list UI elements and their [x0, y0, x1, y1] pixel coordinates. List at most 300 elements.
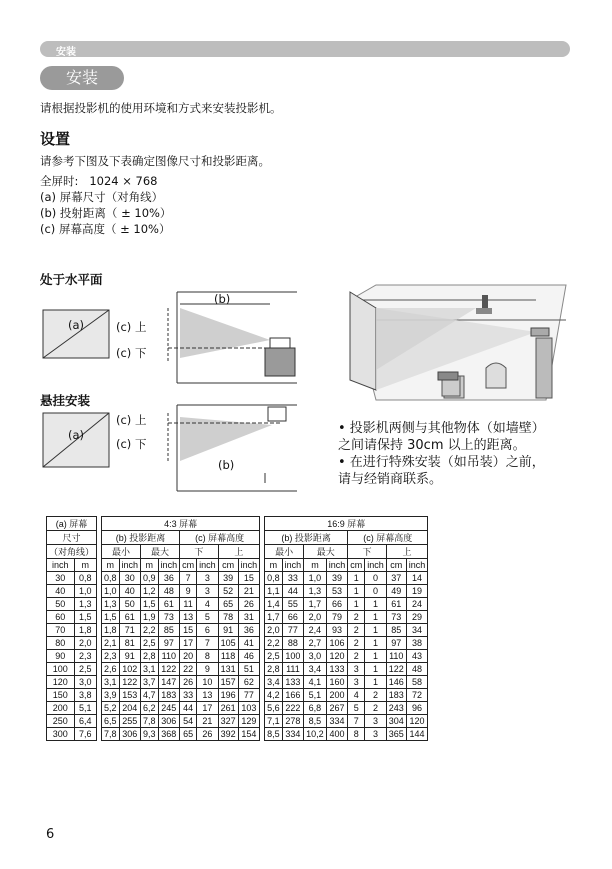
table-cell: 3	[365, 715, 387, 728]
unit-cell: cm	[348, 559, 365, 572]
table-cell: 44	[180, 702, 197, 715]
table-cell: 255	[119, 715, 141, 728]
table-cell: 44	[282, 585, 304, 598]
table-cell: 26	[180, 676, 197, 689]
table-cell: 53	[326, 585, 348, 598]
unit-cell: inch	[326, 559, 348, 572]
table-cell: 19	[406, 585, 428, 598]
setup-heading: 设置	[40, 130, 71, 148]
header-size: 尺寸	[47, 531, 97, 545]
table-cell: 154	[238, 728, 260, 741]
table-cell: 4	[197, 598, 219, 611]
setup-desc: 请参考下图及下表确定图像尺寸和投影距离。	[40, 154, 270, 168]
note-1: • 投影机两侧与其他物体（如墙壁）	[338, 421, 545, 436]
table-cell: 1,0	[304, 572, 327, 585]
note-2: 之间请保持 30cm 以上的距离。	[338, 438, 526, 453]
intro-text: 请根据投影机的使用环境和方式来安装投影机。	[40, 101, 282, 115]
table-cell: 3,9	[102, 689, 120, 702]
table-cell: 105	[218, 637, 238, 650]
header-max: 最大	[304, 545, 348, 559]
table-cell: 65	[218, 598, 238, 611]
table-cell: 7	[180, 572, 197, 585]
table-cell: 2,0	[304, 611, 327, 624]
header-dist: (b) 投影距离	[102, 531, 180, 545]
table-cell: 9	[197, 663, 219, 676]
table-cell: 30	[119, 572, 141, 585]
table-cell: 60	[47, 611, 75, 624]
table-row	[47, 611, 428, 624]
table-cell: 81	[119, 637, 141, 650]
table-cell: 102	[119, 663, 141, 676]
table-cell: 1,2	[141, 585, 159, 598]
table-cell: 1	[365, 650, 387, 663]
table-cell: 129	[238, 715, 260, 728]
table-cell: 120	[326, 650, 348, 663]
table-cell: 40	[119, 585, 141, 598]
level-label-c-down: (c) 下	[116, 346, 147, 360]
table-cell: 91	[218, 624, 238, 637]
table-cell: 183	[386, 689, 406, 702]
unit-cell: cm	[180, 559, 197, 572]
table-cell: 2,2	[141, 624, 159, 637]
table-cell: 120	[406, 715, 428, 728]
header-min: 最小	[265, 545, 304, 559]
table-cell: 46	[238, 650, 260, 663]
table-cell: 2	[348, 624, 365, 637]
table-cell: 106	[326, 637, 348, 650]
table-cell: 54	[180, 715, 197, 728]
table-cell: 91	[119, 650, 141, 663]
unit-cell: inch	[365, 559, 387, 572]
table-cell: 122	[158, 663, 180, 676]
table-cell: 11	[180, 598, 197, 611]
table-cell: 66	[326, 598, 348, 611]
table-cell: 2	[365, 702, 387, 715]
table-cell: 3	[365, 728, 387, 741]
table-row	[47, 663, 428, 676]
table-cell: 267	[326, 702, 348, 715]
level-label-a: (a)	[68, 318, 85, 332]
table-cell: 62	[238, 676, 260, 689]
header-169: 16:9 屏幕	[265, 517, 428, 531]
table-cell: 2,4	[304, 624, 327, 637]
header-up: 上	[386, 545, 428, 559]
table-cell: 1,9	[141, 611, 159, 624]
table-cell: 3,7	[141, 676, 159, 689]
table-cell: 8	[197, 650, 219, 663]
ceiling-label-a: (a)	[68, 428, 85, 442]
table-cell: 14	[406, 572, 428, 585]
level-title: 处于水平面	[40, 272, 103, 287]
unit-cell: inch	[158, 559, 180, 572]
table-cell: 327	[218, 715, 238, 728]
table-cell: 1,5	[102, 611, 120, 624]
ceiling-label-b: (b)	[218, 458, 235, 472]
item-c: (c) 屏幕高度（ ± 10%）	[40, 222, 171, 236]
item-b: (b) 投射距离（ ± 10%）	[40, 206, 172, 220]
ceiling-title: 悬挂安装	[40, 393, 91, 408]
table-cell: 122	[119, 676, 141, 689]
table-cell: 157	[218, 676, 238, 689]
table-cell: 15	[180, 624, 197, 637]
table-cell: 120	[47, 676, 75, 689]
table-cell: 21	[197, 715, 219, 728]
table-cell: 70	[47, 624, 75, 637]
table-cell: 15	[238, 572, 260, 585]
table-cell: 2,5	[74, 663, 96, 676]
unit-cell: m	[304, 559, 327, 572]
table-cell: 31	[238, 611, 260, 624]
table-cell: 52	[218, 585, 238, 598]
table-cell: 7,6	[74, 728, 96, 741]
unit-cell: inch	[47, 559, 75, 572]
table-cell: 2,0	[74, 637, 96, 650]
table-cell: 147	[158, 676, 180, 689]
table-cell: 3	[348, 676, 365, 689]
table-cell: 9,3	[141, 728, 159, 741]
table-cell: 122	[386, 663, 406, 676]
table-cell: 26	[238, 598, 260, 611]
table-cell: 1	[365, 598, 387, 611]
table-cell: 2,3	[102, 650, 120, 663]
table-cell: 93	[326, 624, 348, 637]
table-cell: 4,2	[265, 689, 283, 702]
table-cell: 245	[158, 702, 180, 715]
table-cell: 21	[238, 585, 260, 598]
table-cell: 131	[218, 663, 238, 676]
item-a: (a) 屏幕尺寸（对角线）	[40, 190, 164, 204]
table-cell: 2	[365, 689, 387, 702]
ceiling-label-c-down: (c) 下	[116, 437, 147, 451]
table-cell: 5,6	[265, 702, 283, 715]
table-cell: 110	[386, 650, 406, 663]
table-cell: 0	[365, 585, 387, 598]
table-cell: 153	[119, 689, 141, 702]
table-cell: 3,0	[304, 650, 327, 663]
table-cell: 36	[238, 624, 260, 637]
table-cell: 73	[158, 611, 180, 624]
table-cell: 48	[406, 663, 428, 676]
table-cell: 196	[218, 689, 238, 702]
table-cell: 17	[180, 637, 197, 650]
table-cell: 61	[158, 598, 180, 611]
table-cell: 1,8	[102, 624, 120, 637]
table-cell: 1	[365, 663, 387, 676]
table-cell: 368	[158, 728, 180, 741]
table-cell: 80	[47, 637, 75, 650]
table-cell: 2	[348, 637, 365, 650]
table-cell: 103	[238, 702, 260, 715]
table-cell: 97	[158, 637, 180, 650]
table-cell: 8,5	[304, 715, 327, 728]
table-cell: 10	[197, 676, 219, 689]
table-cell: 39	[326, 572, 348, 585]
table-cell: 166	[282, 689, 304, 702]
table-cell: 26	[197, 728, 219, 741]
level-label-c-up: (c) 上	[116, 320, 147, 334]
fullscreen-text: 全屏时: 1024 × 768	[40, 174, 158, 188]
table-row	[47, 702, 428, 715]
note-3: • 在进行特殊安装（如吊装）之前，	[338, 455, 545, 470]
table-cell: 3,1	[141, 663, 159, 676]
page-number: 6	[46, 827, 55, 842]
table-cell: 3,4	[304, 663, 327, 676]
table-cell: 1	[365, 611, 387, 624]
table-cell: 200	[326, 689, 348, 702]
projector-icon	[265, 348, 295, 376]
table-cell: 146	[386, 676, 406, 689]
table-cell: 66	[282, 611, 304, 624]
table-cell: 365	[386, 728, 406, 741]
table-cell: 100	[47, 663, 75, 676]
table-cell: 7	[197, 637, 219, 650]
unit-cell: cm	[386, 559, 406, 572]
table-header-row	[47, 517, 428, 531]
table-row	[47, 728, 428, 741]
room-illustration	[336, 280, 568, 410]
table-cell: 8	[348, 728, 365, 741]
table-cell: 29	[406, 611, 428, 624]
unit-cell: inch	[197, 559, 219, 572]
table-cell: 96	[406, 702, 428, 715]
table-cell: 1,8	[74, 624, 96, 637]
table-cell: 5,2	[102, 702, 120, 715]
table-cell: 0,8	[265, 572, 283, 585]
table-cell: 3	[197, 585, 219, 598]
table-cell: 261	[218, 702, 238, 715]
table-cell: 10,2	[304, 728, 327, 741]
table-cell: 58	[406, 676, 428, 689]
unit-cell: m	[265, 559, 283, 572]
table-cell: 3,8	[74, 689, 96, 702]
table-cell: 1	[365, 624, 387, 637]
table-cell: 278	[282, 715, 304, 728]
table-cell: 51	[238, 663, 260, 676]
table-cell: 1,1	[265, 585, 283, 598]
running-header-label: 安装	[56, 47, 76, 58]
table-cell: 1,5	[74, 611, 96, 624]
table-cell: 400	[326, 728, 348, 741]
table-row	[47, 637, 428, 650]
table-cell: 6	[197, 624, 219, 637]
light-beam	[180, 417, 272, 461]
header-height: (c) 屏幕高度	[348, 531, 428, 545]
header-min: 最小	[102, 545, 141, 559]
table-cell: 6,2	[141, 702, 159, 715]
table-cell: 100	[282, 650, 304, 663]
table-cell: 304	[386, 715, 406, 728]
table-cell: 1,7	[265, 611, 283, 624]
unit-cell: inch	[282, 559, 304, 572]
table-cell: 3,4	[265, 676, 283, 689]
table-cell: 1,0	[74, 585, 96, 598]
table-cell: 3,0	[74, 676, 96, 689]
table-cell: 61	[119, 611, 141, 624]
table-cell: 41	[238, 637, 260, 650]
table-row	[47, 715, 428, 728]
header-up: 上	[218, 545, 260, 559]
table-header-row	[47, 545, 428, 559]
table-cell: 5	[197, 611, 219, 624]
table-cell: 73	[386, 611, 406, 624]
running-header	[40, 41, 570, 57]
table-cell: 7	[348, 715, 365, 728]
table-cell: 2,8	[265, 663, 283, 676]
table-row	[47, 650, 428, 663]
table-cell: 2,7	[304, 637, 327, 650]
table-cell: 0,8	[74, 572, 96, 585]
table-cell: 3,1	[102, 676, 120, 689]
table-cell: 4,1	[304, 676, 327, 689]
table-cell: 0	[365, 572, 387, 585]
table-cell: 1	[365, 676, 387, 689]
table-cell: 2,2	[265, 637, 283, 650]
table-cell: 118	[218, 650, 238, 663]
table-cell: 9	[180, 585, 197, 598]
header-diag: （对角线）	[47, 545, 97, 559]
unit-cell: inch	[238, 559, 260, 572]
header-down: 下	[180, 545, 219, 559]
table-cell: 133	[282, 676, 304, 689]
table-cell: 1,3	[74, 598, 96, 611]
projection-table	[46, 516, 428, 741]
table-cell: 243	[386, 702, 406, 715]
unit-cell: inch	[406, 559, 428, 572]
table-row	[47, 689, 428, 702]
table-cell: 3	[348, 663, 365, 676]
table-cell: 72	[406, 689, 428, 702]
table-cell: 5,1	[74, 702, 96, 715]
header-dist: (b) 投影距离	[265, 531, 348, 545]
table-cell: 150	[47, 689, 75, 702]
table-cell: 90	[47, 650, 75, 663]
unit-cell: m	[74, 559, 96, 572]
table-cell: 13	[180, 611, 197, 624]
table-cell: 4	[348, 689, 365, 702]
table-cell: 65	[180, 728, 197, 741]
ceiling-label-c-up: (c) 上	[116, 413, 147, 427]
table-cell: 200	[47, 702, 75, 715]
table-cell: 6,4	[74, 715, 96, 728]
table-row	[47, 624, 428, 637]
unit-cell: m	[102, 559, 120, 572]
table-unit-row	[47, 559, 428, 572]
table-cell: 7,8	[141, 715, 159, 728]
table-cell: 43	[406, 650, 428, 663]
table-cell: 1	[348, 572, 365, 585]
table-cell: 300	[47, 728, 75, 741]
table-cell: 5	[348, 702, 365, 715]
ceiling-diagram	[40, 403, 300, 498]
table-cell: 37	[386, 572, 406, 585]
table-cell: 1	[365, 637, 387, 650]
table-cell: 2,6	[102, 663, 120, 676]
table-cell: 0,9	[141, 572, 159, 585]
table-cell: 334	[282, 728, 304, 741]
table-cell: 33	[180, 689, 197, 702]
table-cell: 49	[386, 585, 406, 598]
table-cell: 334	[326, 715, 348, 728]
level-diagram	[40, 288, 300, 388]
header-down: 下	[348, 545, 387, 559]
table-row	[47, 598, 428, 611]
table-cell: 77	[238, 689, 260, 702]
light-beam	[180, 308, 270, 358]
table-cell: 97	[386, 637, 406, 650]
table-cell: 71	[119, 624, 141, 637]
header-max: 最大	[141, 545, 180, 559]
table-cell: 77	[282, 624, 304, 637]
table-cell: 1,5	[141, 598, 159, 611]
projector-icon	[268, 407, 286, 421]
table-row	[47, 585, 428, 598]
table-cell: 110	[158, 650, 180, 663]
table-row	[47, 572, 428, 585]
table-cell: 40	[47, 585, 75, 598]
table-cell: 24	[406, 598, 428, 611]
screen-icon	[350, 292, 376, 390]
note-4: 请与经销商联系。	[338, 472, 443, 487]
table-cell: 2	[348, 650, 365, 663]
table-cell: 50	[119, 598, 141, 611]
table-cell: 8,5	[265, 728, 283, 741]
table-cell: 306	[158, 715, 180, 728]
table-cell: 133	[326, 663, 348, 676]
table-cell: 1,0	[102, 585, 120, 598]
table-cell: 2,1	[102, 637, 120, 650]
header-height: (c) 屏幕高度	[180, 531, 260, 545]
table-cell: 7,8	[102, 728, 120, 741]
table-cell: 78	[218, 611, 238, 624]
table-cell: 85	[386, 624, 406, 637]
table-cell: 61	[386, 598, 406, 611]
table-cell: 33	[282, 572, 304, 585]
table-cell: 3	[197, 572, 219, 585]
table-cell: 7,1	[265, 715, 283, 728]
table-cell: 79	[326, 611, 348, 624]
header-43: 4:3 屏幕	[102, 517, 260, 531]
table-cell: 30	[47, 572, 75, 585]
table-cell: 48	[158, 585, 180, 598]
table-cell: 1,7	[304, 598, 327, 611]
table-cell: 2,5	[141, 637, 159, 650]
table-cell: 39	[218, 572, 238, 585]
table-cell: 2,0	[265, 624, 283, 637]
table-cell: 222	[282, 702, 304, 715]
table-cell: 34	[406, 624, 428, 637]
section-title: 安装	[40, 66, 124, 90]
table-cell: 6,5	[102, 715, 120, 728]
table-cell: 13	[197, 689, 219, 702]
table-cell: 160	[326, 676, 348, 689]
table-cell: 306	[119, 728, 141, 741]
table-cell: 6,8	[304, 702, 327, 715]
table-cell: 55	[282, 598, 304, 611]
table-cell: 204	[119, 702, 141, 715]
table-cell: 0,8	[102, 572, 120, 585]
table-cell: 2,8	[141, 650, 159, 663]
table-cell: 4,7	[141, 689, 159, 702]
table-cell: 392	[218, 728, 238, 741]
table-header-row	[47, 531, 428, 545]
unit-cell: cm	[218, 559, 238, 572]
table-cell: 1,3	[304, 585, 327, 598]
table-cell: 183	[158, 689, 180, 702]
table-cell: 5,1	[304, 689, 327, 702]
table-cell: 85	[158, 624, 180, 637]
table-row	[47, 676, 428, 689]
shelf-icon	[536, 338, 552, 398]
